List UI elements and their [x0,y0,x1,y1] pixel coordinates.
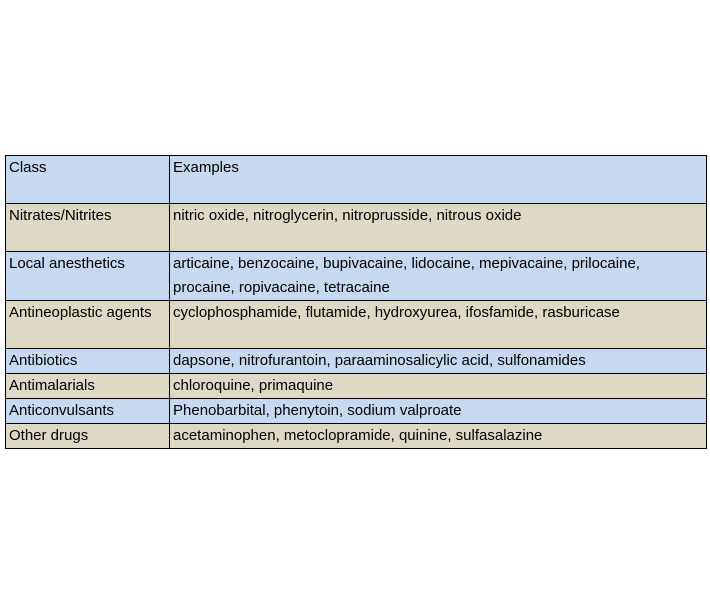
examples-cell [170,204,707,252]
class-cell [6,252,170,301]
class-label: Anticonvulsants [9,402,115,419]
header-class [6,156,170,204]
class-cell [6,204,170,252]
table-row [6,374,707,399]
examples-line: nitric oxide, nitroglycerin, nitroprusside, nitrous oxide [173,207,522,224]
examples-line: articaine, benzocaine, bupivacaine, lidocaine, mepivacaine, prilocaine, [173,255,640,272]
class-cell [6,301,170,349]
examples-cell [170,374,707,399]
examples-line: procaine, ropivacaine, tetracaine [173,279,390,296]
class-label: Local anesthetics [9,255,125,272]
class-label: Nitrates/Nitrites [9,207,112,224]
class-cell [6,349,170,374]
class-label: Antineoplastic agents [9,304,152,321]
class-label: Antibiotics [9,352,78,369]
table-row [6,252,707,301]
class-cell [6,424,170,449]
examples-line: chloroquine, primaquine [173,377,334,394]
class-label: Antimalarials [9,377,95,394]
examples-cell [170,424,707,449]
table-row [6,349,707,374]
table-row [6,424,707,449]
examples-line: cyclophosphamide, flutamide, hydroxyurea, ifosfamide, rasburicase [173,304,620,321]
drug-class-table [5,155,707,449]
header-class-label: Class [9,159,47,176]
examples-cell [170,399,707,424]
examples-cell [170,349,707,374]
examples-cell [170,301,707,349]
table-row [6,399,707,424]
examples-line: dapsone, nitrofurantoin, paraaminosalicylic acid, sulfonamides [173,352,586,369]
table-row [6,301,707,349]
header-examples [170,156,707,204]
examples-cell [170,252,707,301]
table-row [6,204,707,252]
table-header-row [6,156,707,204]
class-cell [6,374,170,399]
examples-line: Phenobarbital, phenytoin, sodium valproate [173,402,462,419]
class-cell [6,399,170,424]
header-examples-label: Examples [173,159,239,176]
examples-line: acetaminophen, metoclopramide, quinine, sulfasalazine [173,427,543,444]
class-label: Other drugs [9,427,89,444]
